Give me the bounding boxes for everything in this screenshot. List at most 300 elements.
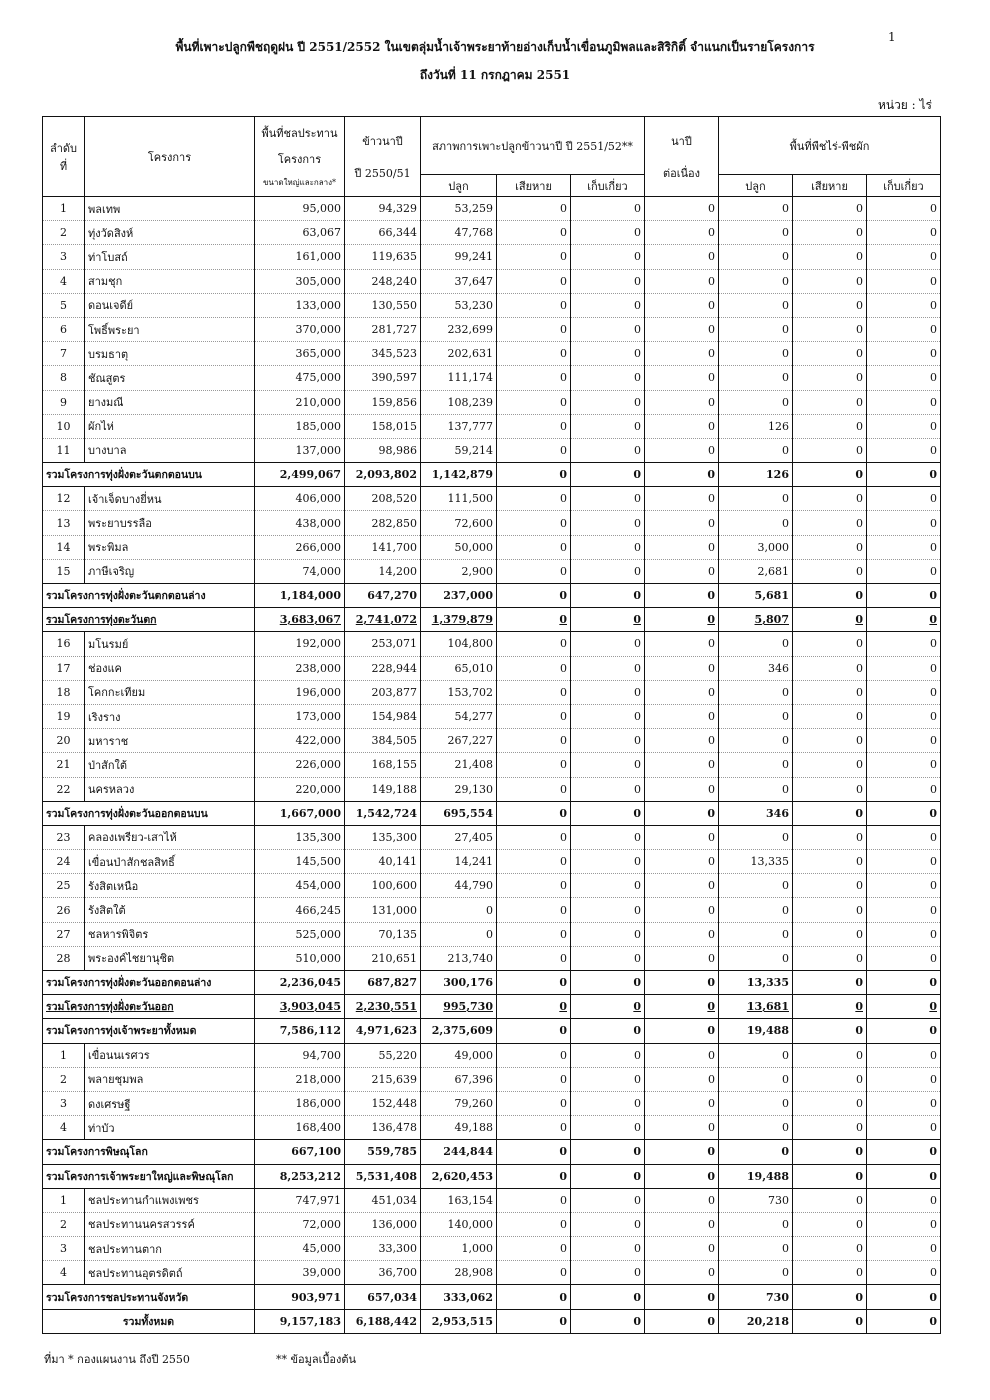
value-cell: 0 (793, 584, 867, 608)
value-cell: 0 (497, 825, 571, 849)
value-cell: 0 (645, 511, 719, 535)
value-cell: 53,259 (421, 197, 497, 221)
value-cell: 0 (793, 559, 867, 583)
value-cell: 0 (867, 511, 941, 535)
value-cell: 0 (645, 221, 719, 245)
value-cell: 995,730 (421, 995, 497, 1019)
table-row (43, 1043, 941, 1067)
value-cell: 2,093,802 (345, 463, 421, 487)
value-cell: 28,908 (421, 1261, 497, 1285)
value-cell: 0 (793, 511, 867, 535)
value-cell: 0 (867, 559, 941, 583)
value-cell: 384,505 (345, 729, 421, 753)
value-cell: 0 (497, 1164, 571, 1188)
value-cell: 0 (571, 342, 645, 366)
value-cell: 20,218 (719, 1309, 793, 1333)
value-cell: 0 (793, 801, 867, 825)
value-cell: 0 (867, 729, 941, 753)
table-row (43, 317, 941, 341)
value-cell: 0 (497, 1019, 571, 1043)
value-cell: 213,740 (421, 946, 497, 970)
value-cell: 0 (497, 729, 571, 753)
value-cell: 50,000 (421, 535, 497, 559)
value-cell: 1,667,000 (255, 801, 345, 825)
value-cell: 66,344 (345, 221, 421, 245)
header-irrigated-area (255, 117, 345, 197)
value-cell: 119,635 (345, 245, 421, 269)
value-cell: 94,700 (255, 1043, 345, 1067)
value-cell: 218,000 (255, 1067, 345, 1091)
value-cell: 0 (793, 608, 867, 632)
value-cell: 0 (793, 269, 867, 293)
value-cell: 695,554 (421, 801, 497, 825)
value-cell: 0 (645, 1116, 719, 1140)
value-cell: 158,015 (345, 414, 421, 438)
value-cell: 149,188 (345, 777, 421, 801)
project-name: เขื่อนป่าสักชลสิทธิ์ (85, 850, 255, 874)
header-continuous-line2: ต่อเนื่อง (662, 166, 700, 180)
summary-row (43, 1140, 941, 1164)
value-cell: 0 (571, 1309, 645, 1333)
value-cell: 228,944 (345, 656, 421, 680)
project-name: สามชุก (85, 269, 255, 293)
row-number: 14 (43, 535, 85, 559)
project-name: เริงราง (85, 704, 255, 728)
value-cell: 0 (867, 656, 941, 680)
value-cell: 0 (571, 898, 645, 922)
value-cell: 39,000 (255, 1261, 345, 1285)
table-row (43, 777, 941, 801)
value-cell: 0 (571, 1019, 645, 1043)
value-cell: 0 (645, 366, 719, 390)
value-cell: 0 (497, 777, 571, 801)
unit-label: หน่วย : ไร่ (877, 98, 932, 112)
value-cell: 0 (571, 438, 645, 462)
value-cell: 0 (867, 1116, 941, 1140)
value-cell: 67,396 (421, 1067, 497, 1091)
value-cell: 0 (645, 487, 719, 511)
value-cell: 0 (571, 729, 645, 753)
value-cell: 0 (867, 971, 941, 995)
value-cell: 0 (793, 1237, 867, 1261)
value-cell: 0 (719, 1212, 793, 1236)
value-cell: 5,807 (719, 608, 793, 632)
project-name: โพธิ์พระยา (85, 317, 255, 341)
summary-label: รวมโครงการทุ่งฝั่งตะวันออกตอนบน (43, 801, 255, 825)
summary-row (43, 971, 941, 995)
project-name: โคกกะเทียม (85, 680, 255, 704)
table-row (43, 559, 941, 583)
header-fc-damaged: เสียหาย (793, 175, 867, 197)
summary-label: รวมโครงการเจ้าพระยาใหญ่และพิษณุโลก (43, 1164, 255, 1188)
value-cell: 0 (719, 1140, 793, 1164)
value-cell: 0 (719, 632, 793, 656)
row-number: 28 (43, 946, 85, 970)
value-cell: 0 (497, 559, 571, 583)
value-cell: 0 (571, 317, 645, 341)
value-cell: 266,000 (255, 535, 345, 559)
value-cell: 145,500 (255, 850, 345, 874)
value-cell: 0 (793, 946, 867, 970)
value-cell: 0 (719, 946, 793, 970)
value-cell: 74,000 (255, 559, 345, 583)
value-cell: 0 (793, 390, 867, 414)
value-cell: 0 (497, 390, 571, 414)
value-cell: 0 (571, 850, 645, 874)
row-number: 21 (43, 753, 85, 777)
value-cell: 14,200 (345, 559, 421, 583)
value-cell: 0 (497, 1043, 571, 1067)
value-cell: 0 (571, 632, 645, 656)
value-cell: 238,000 (255, 656, 345, 680)
value-cell: 137,000 (255, 438, 345, 462)
table-row (43, 269, 941, 293)
project-name: ท่าโบสถ์ (85, 245, 255, 269)
value-cell: 79,260 (421, 1091, 497, 1115)
project-name: ท่าบัว (85, 1116, 255, 1140)
row-number: 4 (43, 1116, 85, 1140)
value-cell: 0 (719, 729, 793, 753)
row-number: 22 (43, 777, 85, 801)
value-cell: 95,000 (255, 197, 345, 221)
value-cell: 451,034 (345, 1188, 421, 1212)
value-cell: 0 (497, 511, 571, 535)
row-number: 3 (43, 245, 85, 269)
value-cell: 0 (793, 1116, 867, 1140)
value-cell: 0 (793, 342, 867, 366)
value-cell: 27,405 (421, 825, 497, 849)
summary-label: รวมโครงการทุ่งเจ้าพระยาทั้งหมด (43, 1019, 255, 1043)
value-cell: 0 (645, 1285, 719, 1309)
value-cell: 0 (497, 850, 571, 874)
value-cell: 0 (571, 680, 645, 704)
project-name: พระยาบรรลือ (85, 511, 255, 535)
value-cell: 13,335 (719, 850, 793, 874)
value-cell: 0 (571, 777, 645, 801)
value-cell: 0 (645, 922, 719, 946)
value-cell: 3,000 (719, 535, 793, 559)
value-cell: 136,478 (345, 1116, 421, 1140)
value-cell: 903,971 (255, 1285, 345, 1309)
table-row (43, 946, 941, 970)
value-cell: 0 (793, 1140, 867, 1164)
value-cell: 0 (719, 1043, 793, 1067)
value-cell: 1,184,000 (255, 584, 345, 608)
value-cell: 333,062 (421, 1285, 497, 1309)
value-cell: 0 (793, 704, 867, 728)
value-cell: 14,241 (421, 850, 497, 874)
value-cell: 0 (571, 487, 645, 511)
value-cell: 94,329 (345, 197, 421, 221)
value-cell: 0 (497, 1067, 571, 1091)
value-cell: 130,550 (345, 293, 421, 317)
header-continuous (645, 117, 719, 197)
value-cell: 0 (645, 1261, 719, 1285)
value-cell: 0 (497, 317, 571, 341)
value-cell: 154,984 (345, 704, 421, 728)
header-rice-prev (345, 117, 421, 197)
value-cell: 0 (645, 1164, 719, 1188)
value-cell: 1,142,879 (421, 463, 497, 487)
value-cell: 186,000 (255, 1091, 345, 1115)
value-cell: 0 (793, 850, 867, 874)
value-cell: 70,135 (345, 922, 421, 946)
value-cell: 0 (497, 946, 571, 970)
table-row (43, 704, 941, 728)
value-cell: 140,000 (421, 1212, 497, 1236)
value-cell: 0 (793, 317, 867, 341)
value-cell: 454,000 (255, 874, 345, 898)
value-cell: 0 (645, 438, 719, 462)
value-cell: 0 (793, 825, 867, 849)
value-cell: 0 (497, 1212, 571, 1236)
project-name: ดอนเจดีย์ (85, 293, 255, 317)
value-cell: 0 (793, 438, 867, 462)
value-cell: 0 (571, 995, 645, 1019)
value-cell: 0 (793, 1091, 867, 1115)
value-cell: 3,903,045 (255, 995, 345, 1019)
summary-row (43, 995, 941, 1019)
value-cell: 99,241 (421, 245, 497, 269)
value-cell: 232,699 (421, 317, 497, 341)
value-cell: 0 (645, 317, 719, 341)
value-cell: 0 (867, 680, 941, 704)
value-cell: 0 (645, 269, 719, 293)
table-row (43, 1237, 941, 1261)
row-number: 10 (43, 414, 85, 438)
value-cell: 0 (867, 995, 941, 1019)
value-cell: 47,768 (421, 221, 497, 245)
value-cell: 0 (571, 390, 645, 414)
project-name: เขื่อนนเรศวร (85, 1043, 255, 1067)
value-cell: 208,520 (345, 487, 421, 511)
value-cell: 0 (867, 390, 941, 414)
summary-label: รวมโครงการทุ่งฝั่งตะวันตกตอนบน (43, 463, 255, 487)
project-name: รังสิตเหนือ (85, 874, 255, 898)
value-cell: 475,000 (255, 366, 345, 390)
row-number: 3 (43, 1237, 85, 1261)
project-name: เจ้าเจ็ดบางยี่หน (85, 487, 255, 511)
value-cell: 2,499,067 (255, 463, 345, 487)
value-cell: 220,000 (255, 777, 345, 801)
value-cell: 406,000 (255, 487, 345, 511)
value-cell: 244,844 (421, 1140, 497, 1164)
value-cell: 0 (497, 1285, 571, 1309)
value-cell: 2,375,609 (421, 1019, 497, 1043)
value-cell: 0 (867, 1261, 941, 1285)
row-number: 3 (43, 1091, 85, 1115)
value-cell: 100,600 (345, 874, 421, 898)
value-cell: 1,379,879 (421, 608, 497, 632)
project-name: ชลประทานอุตรดิตถ์ (85, 1261, 255, 1285)
value-cell: 0 (867, 1237, 941, 1261)
value-cell: 215,639 (345, 1067, 421, 1091)
value-cell: 0 (793, 753, 867, 777)
table-row (43, 487, 941, 511)
value-cell: 0 (497, 874, 571, 898)
value-cell: 0 (867, 608, 941, 632)
value-cell: 0 (867, 269, 941, 293)
value-cell: 0 (793, 922, 867, 946)
value-cell: 202,631 (421, 342, 497, 366)
project-name: พลายชุมพล (85, 1067, 255, 1091)
value-cell: 126 (719, 463, 793, 487)
value-cell: 173,000 (255, 704, 345, 728)
summary-label: รวมทั้งหมด (43, 1309, 255, 1333)
value-cell: 0 (571, 971, 645, 995)
value-cell: 0 (793, 1043, 867, 1067)
value-cell: 0 (719, 874, 793, 898)
value-cell: 0 (497, 1091, 571, 1115)
value-cell: 0 (571, 1116, 645, 1140)
value-cell: 5,531,408 (345, 1164, 421, 1188)
value-cell: 0 (645, 245, 719, 269)
value-cell: 0 (571, 221, 645, 245)
project-name: ชลประทานนครสวรรค์ (85, 1212, 255, 1236)
table-row (43, 197, 941, 221)
header-status: สภาพการเพาะปลูกข้าวนาปี ปี 2551/52** (421, 117, 645, 175)
project-name: ชลประทานกำแพงเพชร (85, 1188, 255, 1212)
value-cell: 525,000 (255, 922, 345, 946)
table-body (43, 197, 941, 1334)
value-cell: 0 (497, 438, 571, 462)
value-cell: 0 (867, 1140, 941, 1164)
header-rice-prev-line1: ข้าวนาปี (362, 134, 403, 148)
value-cell: 0 (867, 777, 941, 801)
value-cell: 33,300 (345, 1237, 421, 1261)
header-field-crops: พื้นที่พืชไร่-พืชผัก (719, 117, 941, 175)
value-cell: 0 (571, 1285, 645, 1309)
value-cell: 98,986 (345, 438, 421, 462)
summary-label: รวมโครงการทุ่งฝั่งตะวันตกตอนล่าง (43, 584, 255, 608)
value-cell: 510,000 (255, 946, 345, 970)
value-cell: 0 (645, 1019, 719, 1043)
value-cell: 0 (719, 390, 793, 414)
project-name: ชลประทานตาก (85, 1237, 255, 1261)
row-number: 1 (43, 1043, 85, 1067)
table-row (43, 632, 941, 656)
value-cell: 0 (421, 898, 497, 922)
value-cell: 55,220 (345, 1043, 421, 1067)
value-cell: 730 (719, 1285, 793, 1309)
value-cell: 2,953,515 (421, 1309, 497, 1333)
table-row (43, 1091, 941, 1115)
value-cell: 0 (645, 584, 719, 608)
table-row (43, 245, 941, 269)
row-number: 2 (43, 221, 85, 245)
value-cell: 687,827 (345, 971, 421, 995)
header-irrigated-note: ขนาดใหญ่และกลาง* (262, 178, 337, 187)
value-cell: 0 (497, 680, 571, 704)
value-cell: 0 (645, 874, 719, 898)
value-cell: 0 (867, 293, 941, 317)
project-name: ป่าสักใต้ (85, 753, 255, 777)
value-cell: 0 (793, 487, 867, 511)
value-cell: 8,253,212 (255, 1164, 345, 1188)
value-cell: 0 (645, 995, 719, 1019)
value-cell: 111,174 (421, 366, 497, 390)
value-cell: 0 (571, 946, 645, 970)
row-number: 16 (43, 632, 85, 656)
value-cell: 0 (793, 221, 867, 245)
value-cell: 2,900 (421, 559, 497, 583)
value-cell: 185,000 (255, 414, 345, 438)
value-cell: 0 (867, 922, 941, 946)
value-cell: 0 (645, 608, 719, 632)
value-cell: 210,000 (255, 390, 345, 414)
value-cell: 0 (497, 1309, 571, 1333)
value-cell: 168,155 (345, 753, 421, 777)
value-cell: 0 (497, 535, 571, 559)
value-cell: 0 (719, 342, 793, 366)
table-row (43, 1188, 941, 1212)
value-cell: 0 (497, 463, 571, 487)
value-cell: 0 (793, 245, 867, 269)
project-name: มหาราช (85, 729, 255, 753)
value-cell: 253,071 (345, 632, 421, 656)
value-cell: 0 (793, 874, 867, 898)
value-cell: 0 (571, 1212, 645, 1236)
row-number: 8 (43, 366, 85, 390)
value-cell: 0 (645, 729, 719, 753)
value-cell: 0 (497, 1188, 571, 1212)
value-cell: 0 (571, 559, 645, 583)
row-number: 20 (43, 729, 85, 753)
value-cell: 0 (793, 366, 867, 390)
value-cell: 0 (793, 777, 867, 801)
table-row (43, 390, 941, 414)
row-number: 6 (43, 317, 85, 341)
value-cell: 0 (497, 1140, 571, 1164)
value-cell: 0 (793, 293, 867, 317)
row-number: 7 (43, 342, 85, 366)
value-cell: 1,542,724 (345, 801, 421, 825)
value-cell: 305,000 (255, 269, 345, 293)
value-cell: 438,000 (255, 511, 345, 535)
summary-label: รวมโครงการทุ่งฝั่งตะวันออก (43, 995, 255, 1019)
value-cell: 0 (793, 1212, 867, 1236)
value-cell: 0 (719, 704, 793, 728)
row-number: 13 (43, 511, 85, 535)
value-cell: 0 (645, 1067, 719, 1091)
value-cell: 153,702 (421, 680, 497, 704)
value-cell: 0 (645, 801, 719, 825)
value-cell: 159,856 (345, 390, 421, 414)
value-cell: 44,790 (421, 874, 497, 898)
value-cell: 0 (571, 293, 645, 317)
value-cell: 0 (571, 511, 645, 535)
table-row (43, 922, 941, 946)
table-row (43, 1212, 941, 1236)
value-cell: 72,600 (421, 511, 497, 535)
value-cell: 0 (571, 656, 645, 680)
row-number: 27 (43, 922, 85, 946)
value-cell: 0 (571, 414, 645, 438)
value-cell: 0 (645, 390, 719, 414)
value-cell: 0 (645, 656, 719, 680)
row-number: 25 (43, 874, 85, 898)
project-name: บรมธาตุ (85, 342, 255, 366)
value-cell: 0 (867, 463, 941, 487)
value-cell: 0 (719, 898, 793, 922)
value-cell: 9,157,183 (255, 1309, 345, 1333)
value-cell: 0 (867, 632, 941, 656)
value-cell: 0 (497, 342, 571, 366)
value-cell: 282,850 (345, 511, 421, 535)
value-cell: 1,000 (421, 1237, 497, 1261)
row-number: 4 (43, 269, 85, 293)
value-cell: 346 (719, 801, 793, 825)
